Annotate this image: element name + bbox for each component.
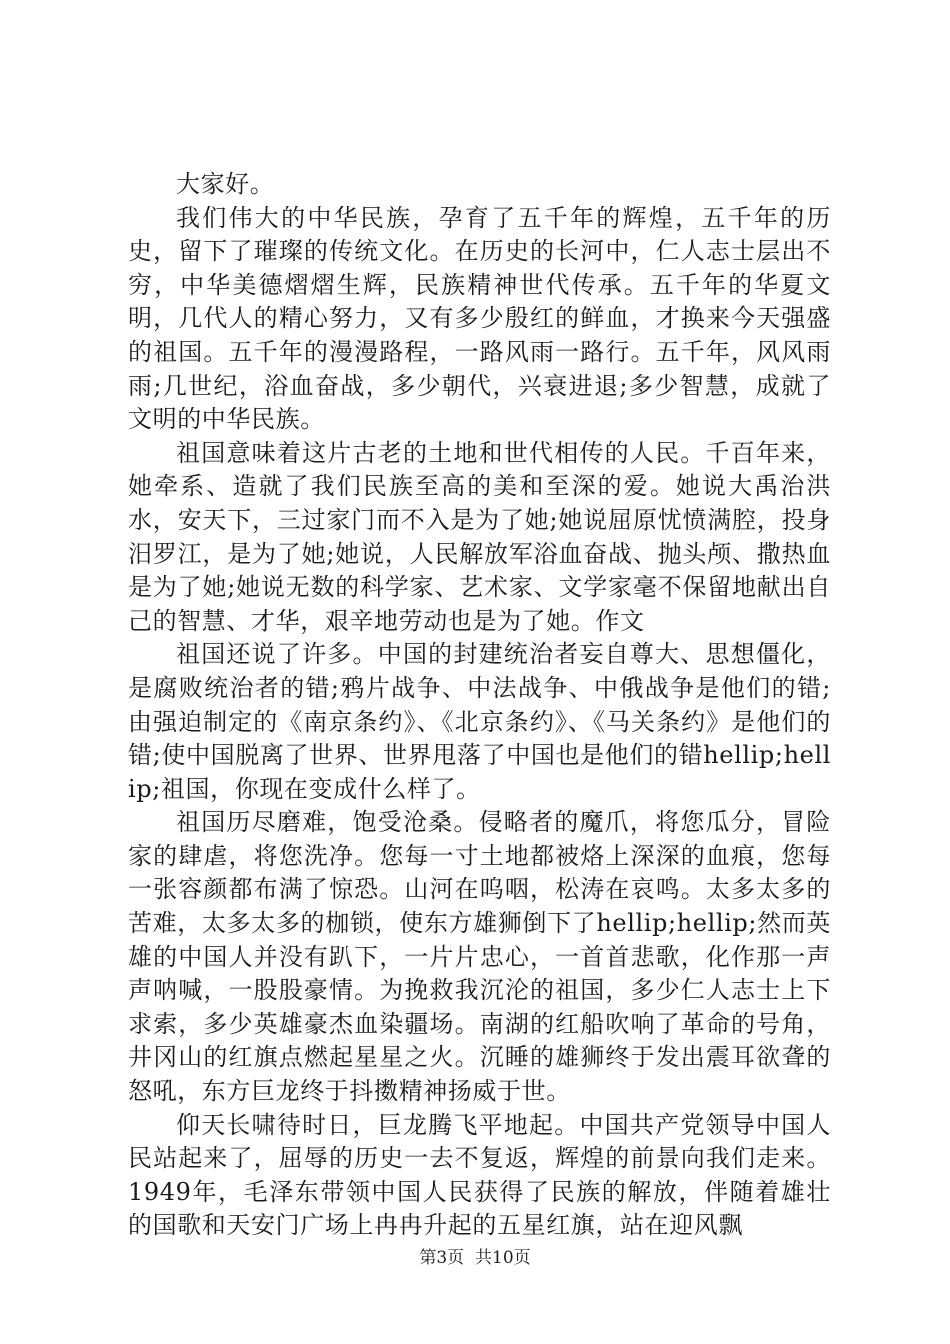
page-number-current: 第3页 — [419, 1248, 465, 1268]
paragraph-rise: 仰天长啸待时日，巨龙腾飞平地起。中国共产党领导中国人民站起来了，屈辱的历史一去不复返，辉煌的前景向我们走来。1949年，毛泽东带领中国人民获得了民族的解放，伴随着雄壮的国歌和天安门广场上冉冉升起的五星红旗，站在迎风飘 — [128, 1110, 831, 1240]
paragraph-history: 我们伟大的中华民族，孕育了五千年的辉煌，五千年的历史，留下了璀璨的传统文化。在历史的长河中，仁人志士层出不穷，中华美德熠熠生辉，民族精神世代传承。五千年的华夏文明，几代人的精心努力，又有多少殷红的鲜血，才换来今天强盛的祖国。五千年的漫漫路程，一路风雨一路行。五千年，风风雨雨;几世纪，浴血奋战，多少朝代，兴衰进退;多少智慧，成就了文明的中华民族。 — [128, 203, 831, 434]
paragraph-motherland-said: 祖国还说了许多。中国的封建统治者妄自尊大、思想僵化，是腐败统治者的错;鸦片战争、中法战争、中俄战争是他们的错;由强迫制定的《南京条约》、《北京条约》、《马关条约》是他们的错;使中国脱离了世界、世界甩落了中国也是他们的错hellip;hellip;祖国，你现在变成什么样了。 — [128, 640, 831, 803]
page-number-total: 共10页 — [475, 1248, 531, 1268]
body-text — [128, 168, 831, 1243]
paragraph-motherland-meaning: 祖国意味着这片古老的土地和世代相传的人民。千百年来，她牵系、造就了我们民族至高的美和至深的爱。她说大禹治洪水，安天下，三过家门而不入是为了她;她说屈原忧愤满腔，投身汨罗江，是为了她;她说，人民解放军浴血奋战、抛头颅、撒热血是为了她;她说无数的科学家、艺术家、文学家毫不保留地献出自己的智慧、才华，艰辛地劳动也是为了她。作文 — [128, 438, 831, 635]
paragraph-hardships: 祖国历尽磨难，饱受沧桑。侵略者的魔爪，将您瓜分，冒险家的肆虐，将您洗净。您每一寸土地都被烙上深深的血痕，您每一张容颜都布满了惊恐。山河在呜咽，松涛在哀鸣。太多太多的苦难，太多太多的枷锁，使东方雄狮倒下了hellip;hellip;然而英雄的中国人并没有趴下，一片片忠心，一首首悲歌，化作那一声声呐喊，一股股豪情。为挽救我沉沦的祖国，多少仁人志士上下求索，多少英雄豪杰血染疆场。南湖的红船吹响了革命的号角，井冈山的红旗点燃起星星之火。沉睡的雄狮终于发出震耳欲聋的怒吼，东方巨龙终于抖擞精神扬威于世。 — [128, 808, 831, 1106]
page-footer — [0, 1243, 950, 1268]
paragraph-greeting: 大家好。 — [176, 170, 275, 198]
